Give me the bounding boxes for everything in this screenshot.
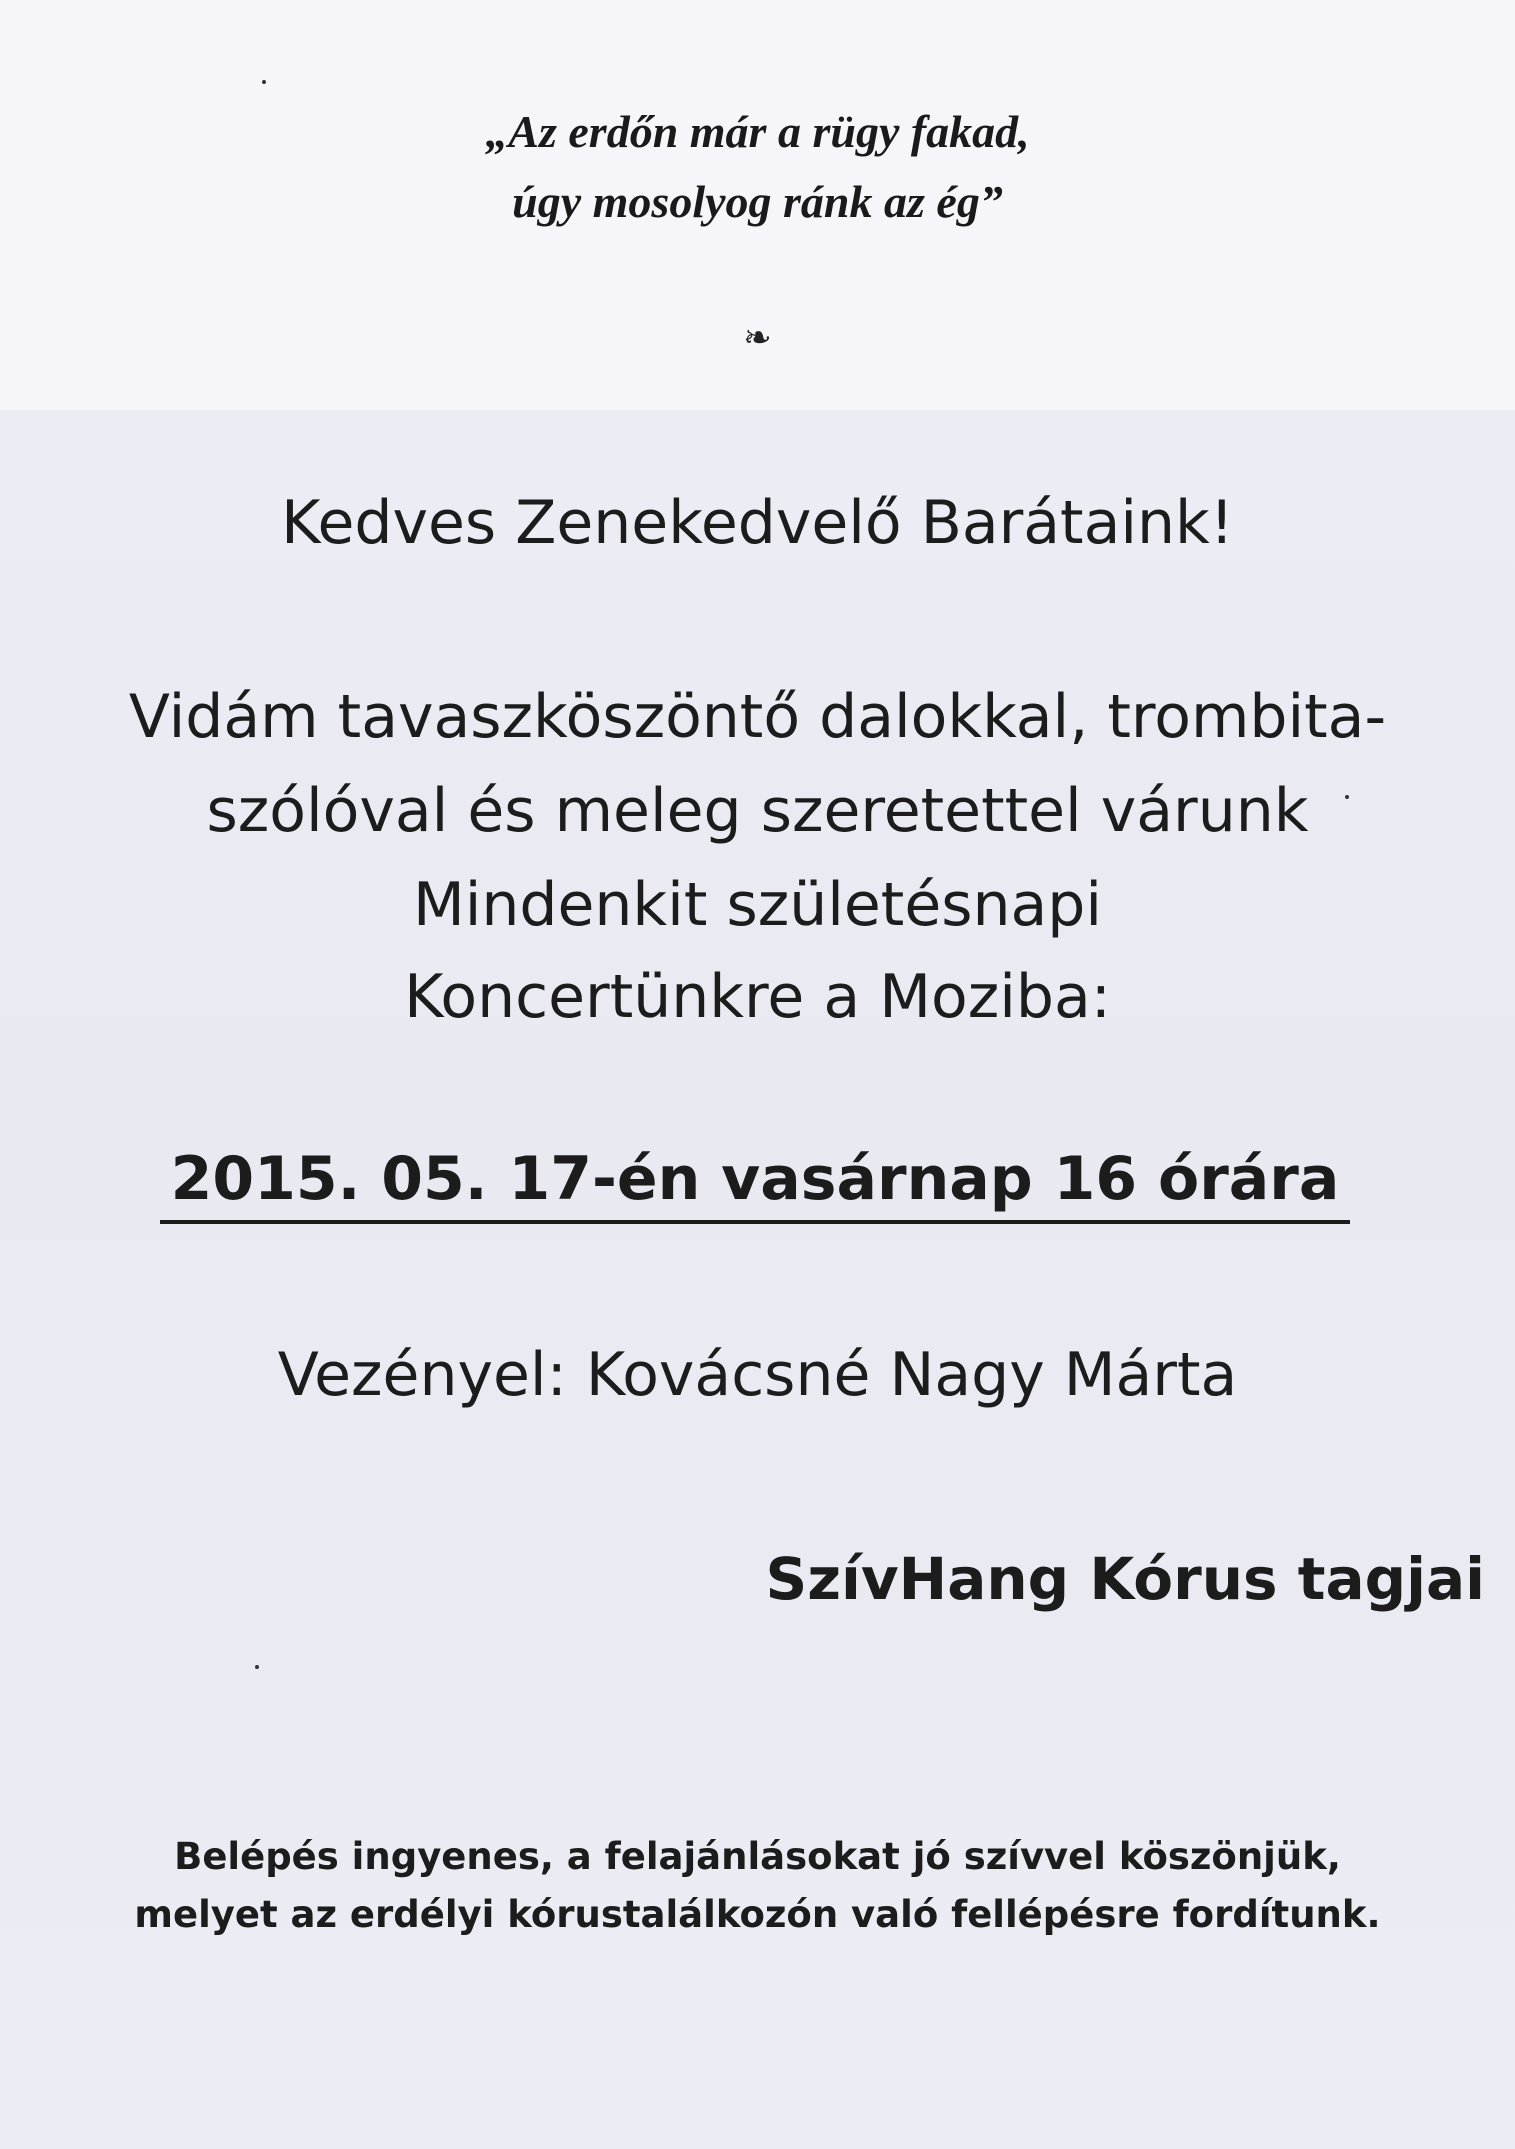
greeting: Kedves Zenekedvelő Barátaink! — [281, 488, 1234, 558]
event-date: 2015. 05. 17-én vasárnap 16 órára — [160, 1140, 1350, 1224]
main-band — [0, 410, 1515, 2149]
scan-speck — [1345, 795, 1349, 799]
footer-line-2: melyet az erdélyi kórustalálkozón való fellépésre fordítunk. — [134, 1893, 1381, 1936]
invitation-line-2: szólóval és meleg szeretettel várunk — [206, 776, 1309, 846]
invitation-line-3: Mindenkit születésnapi — [412, 870, 1103, 940]
scan-speck — [255, 1665, 259, 1669]
scan-speck — [262, 80, 266, 84]
quote-line-2: úgy mosolyog ránk az ég” — [512, 176, 1003, 227]
choir-signature: SzívHang Kórus tagjai — [765, 1545, 1485, 1613]
conductor-line: Vezényel: Kovácsné Nagy Márta — [277, 1340, 1238, 1410]
footer-line-1: Belépés ingyenes, a felajánlásokat jó szívvel köszönjük, — [174, 1835, 1341, 1878]
ornament-icon: ❧ — [743, 318, 772, 358]
invitation-line-4: Koncertünkre a Moziba: — [404, 962, 1111, 1032]
quote-line-1: „Az erdőn már a rügy fakad, — [485, 106, 1030, 157]
invitation-line-1: Vidám tavaszköszöntő dalokkal, trombita- — [128, 682, 1387, 752]
